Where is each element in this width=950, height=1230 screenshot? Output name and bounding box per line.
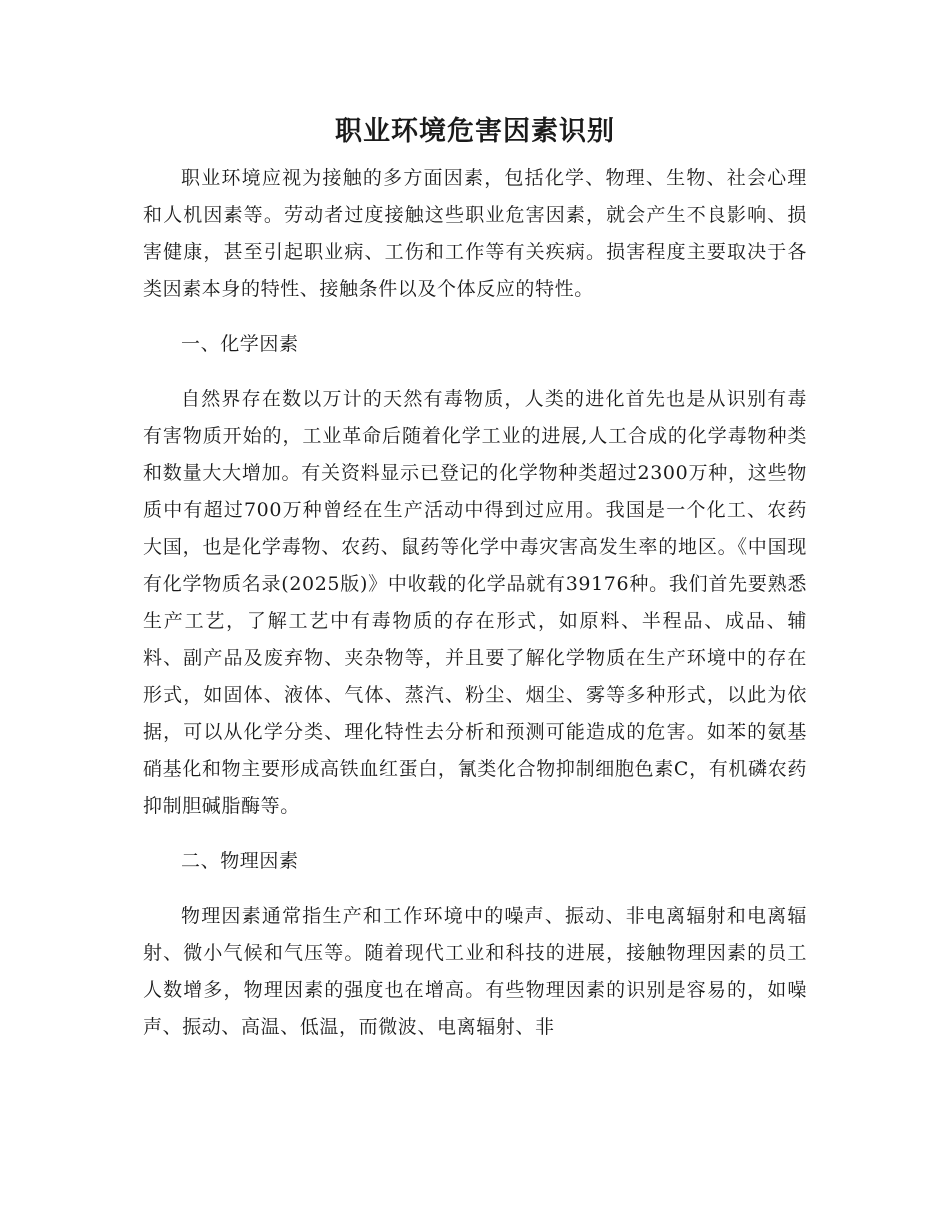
section-heading-chemical: 一、化学因素	[181, 333, 299, 355]
document-title: 职业环境危害因素识别	[335, 116, 615, 147]
spacer	[143, 308, 807, 326]
spacer	[143, 363, 807, 381]
document-page	[143, 110, 807, 1046]
section-body-physical: 物理因素通常指生产和工作环境中的噪声、振动、非电离辐射和电离辐射、微小气候和气压等。随着现代工业和科技的进展，接触物理因素的员工人数增多，物理因素的强度也在增高。有些物理因素的识别是容易的，如噪声、振动、高温、低温，而微波、电离辐射、非	[143, 905, 807, 1038]
spacer	[143, 825, 807, 843]
spacer	[143, 880, 807, 898]
section-body-chemical: 自然界存在数以万计的天然有毒物质，人类的进化首先也是从识别有毒有害物质开始的，工业革命后随着化学工业的进展,人工合成的化学毒物种类和数量大大增加。有关资料显示已登记的化学物种类超过2300万种，这些物质中有超过700万种曾经在生产活动中得到过应用。我国是一个化工、农药大国，也是化学毒物、农药、鼠药等化学中毒灾害高发生率的地区。《中国现有化学物质名录(2025版)》中收载的化学品就有39176种。我们首先要熟悉生产工艺，了解工艺中有毒物质的存在形式，如原料、半程品、成品、辅料、副产品及废弃物、夹杂物等，并且要了解化学物质在生产环境中的存在形式，如固体、液体、气体、蒸汽、粉尘、烟尘、雾等多种形式，以此为依据，可以从化学分类、理化特性去分析和预测可能造成的危害。如苯的氨基硝基化和物主要形成高铁血红蛋白，氰类化合物抑制细胞色素C，有机磷农药抑制胆碱脂酶等。	[143, 388, 807, 817]
section-heading-physical: 二、物理因素	[181, 850, 299, 872]
intro-paragraph: 职业环境应视为接触的多方面因素，包括化学、物理、生物、社会心理和人机因素等。劳动者过度接触这些职业危害因素，就会产生不良影响、损害健康，甚至引起职业病、工伤和工作等有关疾病。损害程度主要取决于各类因素本身的特性、接触条件以及个体反应的特性。	[143, 167, 807, 300]
